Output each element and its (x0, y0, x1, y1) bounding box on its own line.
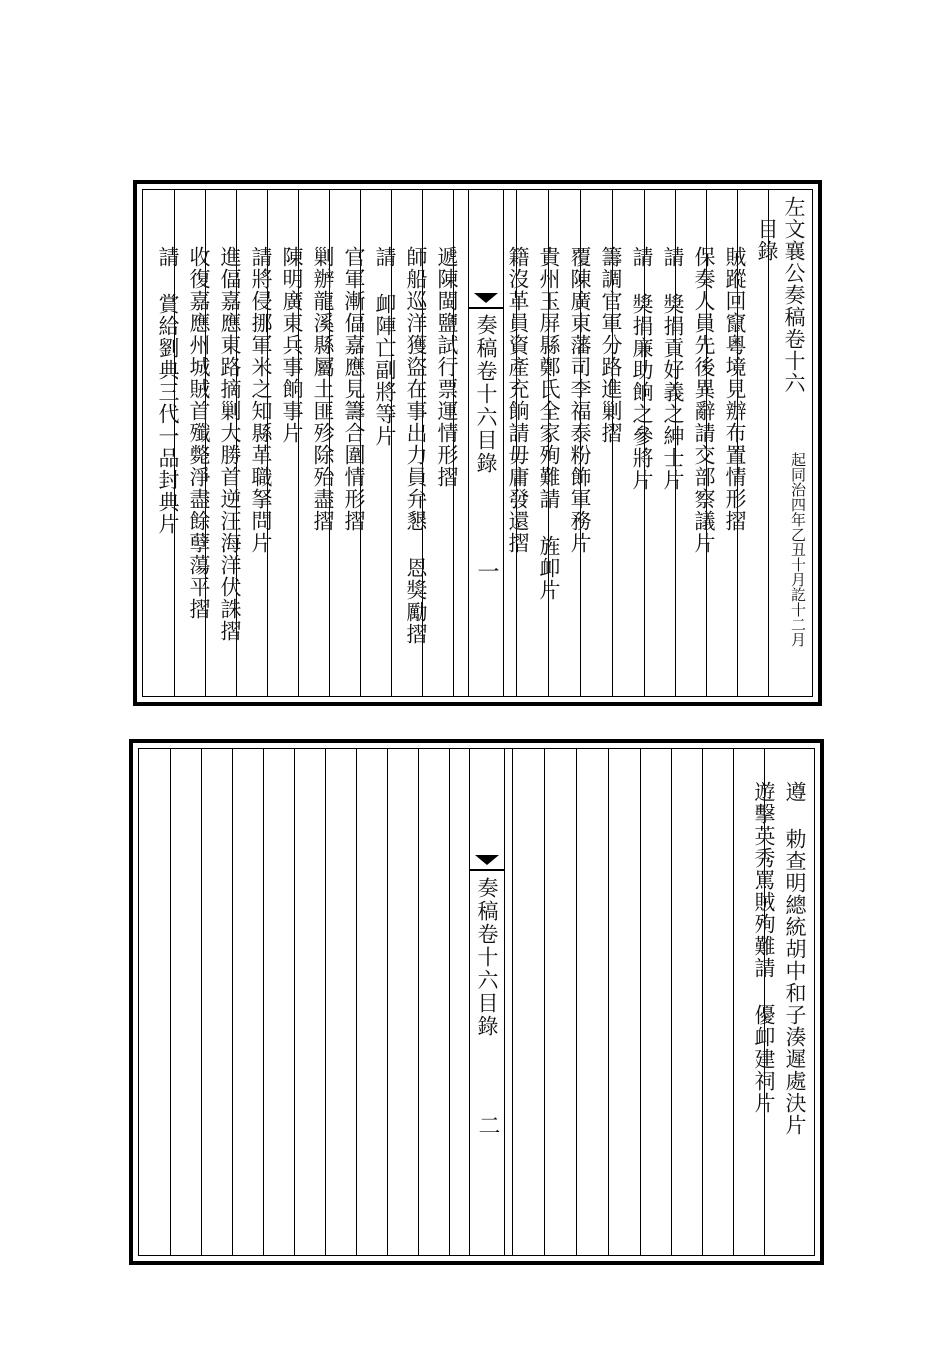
col-rule (576, 749, 609, 1255)
col-rule (387, 749, 419, 1255)
entry: 陳明廣東兵事餉事片 (280, 246, 304, 444)
col-rule (418, 749, 450, 1255)
col-rule (640, 749, 672, 1255)
entry: 剿辦龍溪縣屬土匪殄除殆盡摺 (311, 246, 335, 532)
entry: 請 獎捐貢好義之紳士片 (661, 246, 685, 491)
col-rule (294, 749, 326, 1255)
top-page-frame (133, 180, 822, 706)
entry: 籌調官軍分路進剿摺 (599, 246, 623, 444)
fish-tail-mark-top (469, 293, 503, 309)
fish-tail-title: 奏稿卷十六目錄 (474, 314, 498, 475)
entry: 請 賞給劉典三代一品封典片 (156, 246, 180, 535)
col-rule (139, 749, 170, 1255)
col-rule (512, 749, 545, 1255)
entry: 遊擊英秀罵賊殉難請 優卹建祠片 (752, 781, 776, 1114)
col-rule (201, 749, 233, 1255)
entry: 覆陳廣東藩司李福泰粉飾軍務片 (568, 246, 592, 554)
entry: 賊蹤回竄粵境見辦布置情形摺 (723, 246, 747, 532)
fish-tail-title: 奏稿卷十六目錄 (475, 877, 499, 1038)
top-inner-border (142, 189, 813, 697)
entry: 遞陳閩鹽試行票運情形摺 (435, 246, 459, 488)
col-rule (263, 749, 295, 1255)
entry: 貴州玉屏縣鄭氏全家殉難請 旌卹片 (537, 246, 561, 601)
entry: 進偪嘉應東路摘剿大勝首逆汪海洋伏誅摺 (218, 246, 242, 642)
entry: 請 卹陣亡副將等片 (373, 246, 397, 447)
catalog-heading: 目錄 (755, 218, 779, 262)
fish-tail-column (468, 190, 504, 696)
entry: 遵 勅查明總統胡中和子湊遲處決片 (783, 781, 807, 1136)
bottom-inner-border (138, 748, 815, 1256)
date-note: 起同治四年乙丑十月訖十二月 (789, 452, 807, 647)
col-rule (608, 749, 641, 1255)
entry: 師船巡洋獲盜在事出力員弁懇 恩獎勵摺 (404, 246, 428, 645)
page-number: 一 (474, 560, 499, 582)
bottom-page-frame (129, 739, 824, 1265)
page-number: 二 (475, 1114, 500, 1136)
entry: 保奏人員先後異辭請交部察議片 (692, 246, 716, 554)
col-rule (325, 749, 357, 1255)
volume-title: 左文襄公奏稿卷十六 (782, 196, 806, 394)
col-rule (702, 749, 734, 1255)
col-rule (544, 749, 577, 1255)
fish-tail-column (469, 749, 505, 1255)
col-rule (356, 749, 388, 1255)
entry: 收復嘉應州城賊首殲斃淨盡餘孽蕩平摺 (187, 246, 211, 620)
entry: 官軍漸偪嘉應見籌合圍情形摺 (342, 246, 366, 532)
col-rule (170, 749, 202, 1255)
col-rule (671, 749, 703, 1255)
fish-tail-mark-top (470, 855, 504, 871)
bottom-leaf (0, 739, 950, 1265)
col-rule (232, 749, 264, 1255)
top-leaf (0, 180, 950, 706)
entry: 請 獎捐廉助餉之參將片 (630, 246, 654, 491)
entry: 請將侵挪軍米之知縣革職拏問片 (249, 246, 273, 554)
entry: 籍沒革員資產充餉請毋庸發還摺 (506, 246, 530, 554)
